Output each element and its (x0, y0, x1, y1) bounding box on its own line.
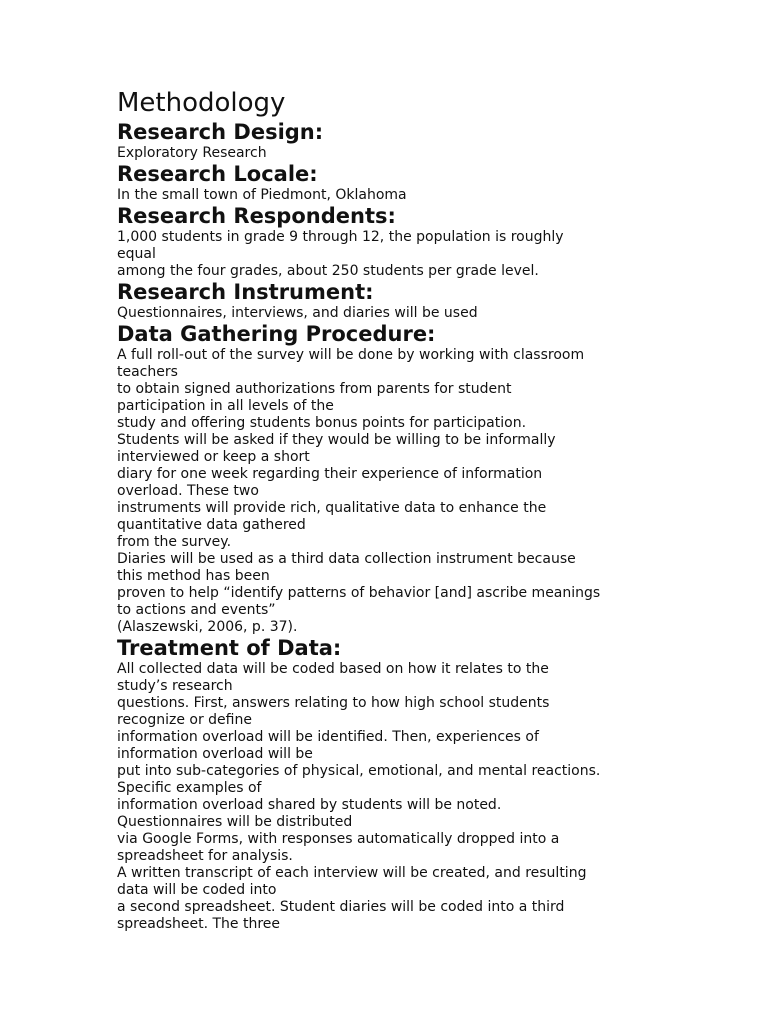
body-text-line: 1,000 students in grade 9 through 12, the population is roughly (117, 229, 564, 245)
body-text-line: Specific examples of (117, 780, 262, 796)
body-text-line: to obtain signed authorizations from parents for student (117, 381, 512, 397)
body-text-line: interviewed or keep a short (117, 449, 310, 465)
body-text-line: study and offering students bonus points for participation. (117, 415, 527, 431)
body-text-line: spreadsheet for analysis. (117, 848, 293, 864)
body-text-line: Questionnaires, interviews, and diaries will be used (117, 305, 478, 321)
body-text-line: (Alaszewski, 2006, p. 37). (117, 619, 298, 635)
body-text-line: Exploratory Research (117, 145, 267, 161)
body-text-line: a second spreadsheet. Student diaries will be coded into a third (117, 899, 565, 915)
section (117, 280, 657, 322)
body-text-line: via Google Forms, with responses automatically dropped into a (117, 831, 560, 847)
body-text-line: instruments will provide rich, qualitative data to enhance the (117, 500, 547, 516)
body-text-line: A full roll-out of the survey will be done by working with classroom (117, 347, 585, 363)
body-text-line: Diaries will be used as a third data collection instrument because (117, 551, 576, 567)
body-text-line: information overload shared by students will be noted. (117, 797, 502, 813)
body-text-line: Questionnaires will be distributed (117, 814, 353, 830)
section-heading: Research Locale: (117, 162, 318, 186)
section (117, 120, 657, 162)
page-title: Methodology (117, 88, 286, 118)
body-text-line: put into sub-categories of physical, emotional, and mental reactions. (117, 763, 601, 779)
document-page (117, 86, 657, 933)
section (117, 636, 657, 933)
body-text-line: Students will be asked if they would be willing to be informally (117, 432, 556, 448)
section-heading: Data Gathering Procedure: (117, 322, 436, 346)
body-text-line: among the four grades, about 250 students per grade level. (117, 263, 539, 279)
body-text-line: participation in all levels of the (117, 398, 334, 414)
body-text-line: information overload will be identified. Then, experiences of (117, 729, 539, 745)
body-text-line: study’s research (117, 678, 233, 694)
section-heading: Research Design: (117, 120, 324, 144)
body-text-line: teachers (117, 364, 178, 380)
body-text-line: diary for one week regarding their experience of information (117, 466, 543, 482)
section-list (117, 120, 657, 933)
body-text-line: proven to help “identify patterns of behavior [and] ascribe meanings (117, 585, 601, 601)
body-text-line: All collected data will be coded based on how it relates to the (117, 661, 549, 677)
body-text-line: recognize or define (117, 712, 252, 728)
section (117, 204, 657, 280)
body-text-line: A written transcript of each interview will be created, and resulting (117, 865, 587, 881)
body-text-line: questions. First, answers relating to how high school students (117, 695, 550, 711)
body-text-line: In the small town of Piedmont, Oklahoma (117, 187, 407, 203)
body-text-line: spreadsheet. The three (117, 916, 281, 932)
body-text-line: information overload will be (117, 746, 313, 762)
body-text-line: this method has been (117, 568, 270, 584)
body-text-line: quantitative data gathered (117, 517, 306, 533)
body-text-line: to actions and events” (117, 602, 276, 618)
body-text-line: equal (117, 246, 156, 262)
body-text-line: overload. These two (117, 483, 259, 499)
section (117, 162, 657, 204)
body-text-line: from the survey. (117, 534, 232, 550)
body-text-line: data will be coded into (117, 882, 277, 898)
section-heading: Research Instrument: (117, 280, 374, 304)
section-heading: Treatment of Data: (117, 636, 342, 660)
section (117, 322, 657, 636)
section-heading: Research Respondents: (117, 204, 396, 228)
